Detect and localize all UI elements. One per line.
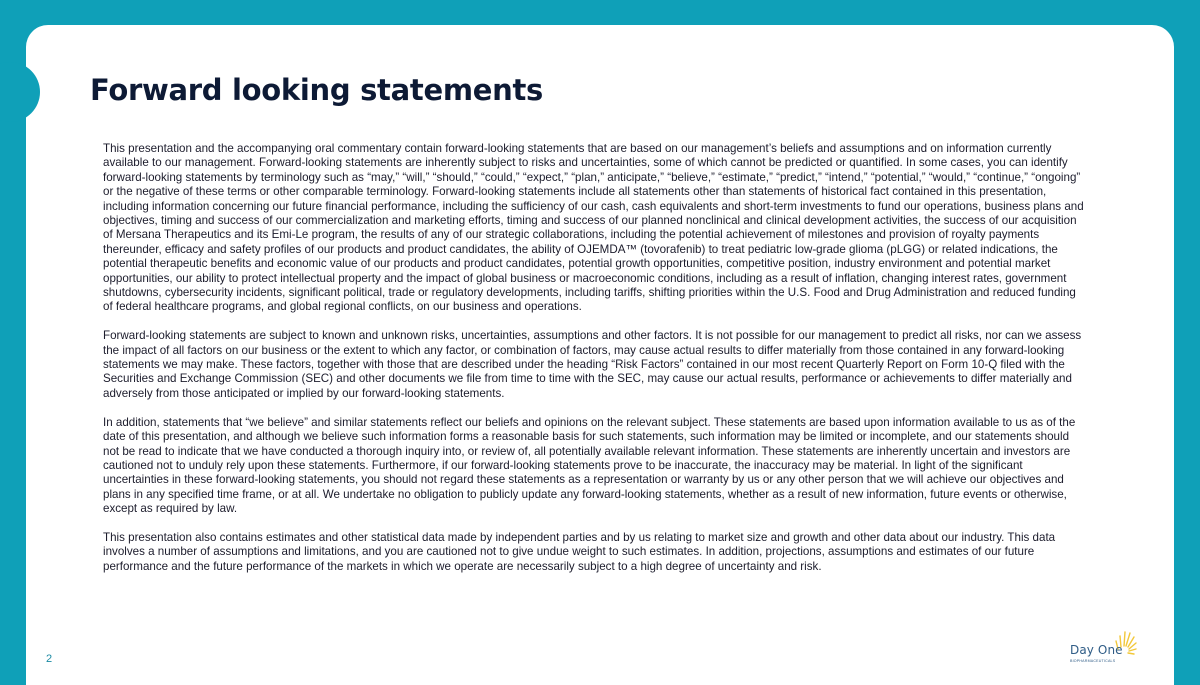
paragraph-forward-looking: This presentation and the accompanying oral commentary contain forward-looking statements that are based on our management’s beliefs and assumptions and on information currently available to our management. Forward-looking statements are inherently subject to risks and uncertainties, some of which cannot be predicted or quantified. In some cases, you can identify forward-looking statements by terminology such as “may,” “will,” “should,” “could,” “expect,” “plan,” anticipate,” “believe,” “estimate,” “predict,” “intend,” “potential,” “would,” “continue,” “ongoing” or the negative of these terms or other comparable terminology. Forward-looking statements include all statements other than statements of historical fact contained in this presentation, including information concerning our future financial performance, including the sufficiency of our cash, cash equivalents and short-term investments to fund our operations, business plans and objectives, timing and success of our commercialization and marketing efforts, timing and success of our planned nonclinical and clinical development activities, the success of our acquisition of Mersana Therapeutics and its Emi-Le program, the results of any of our strategic collaborations, including the potential achievement of milestones and provision of royalty payments thereunder, efficacy and safety profiles of our products and product candidates, the ability of OJEMDA™ (tovorafenib) to treat pediatric low-grade glioma (pLGG) or related indications, the potential therapeutic benefits and economic value of our products and product candidates, potential growth opportunities, competitive position, industry environment and potential market opportunities, our ability to protect intellectual property and the impact of global business or macroeconomic conditions, including as a result of inflation, changing interest rates, government shutdowns, cybersecurity incidents, significant political, trade or regulatory developments, including tariffs, shifting priorities within the U.S. Food and Drug Administration and reduced funding of federal healthcare programs, and global regional conflicts, on our business and operations. [103,142,1084,314]
paragraph-risks: Forward-looking statements are subject to known and unknown risks, uncertainties, assumptions and other factors. It is not possible for our management to predict all risks, nor can we assess the impact of all factors on our business or the extent to which any factor, or combination of factors, may cause actual results to differ materially from those contained in any forward-looking statements we may make. These factors, together with those that are described under the heading “Risk Factors” contained in our most recent Quarterly Report on Form 10-Q filed with the Securities and Exchange Commission (SEC) and other documents we file from time to time with the SEC, may cause our actual results, performance or achievements to differ materially and adversely from those anticipated or implied by our forward-looking statements. [103,329,1082,400]
logo-subtitle: BIOPHARMACEUTICALS [1070,659,1116,663]
decorative-tab-circle [0,62,40,122]
company-logo [1070,627,1140,667]
page-number: 2 [46,653,53,665]
logo-wordmark: Day One [1070,643,1123,657]
paragraph-statistical-data: This presentation also contains estimates and other statistical data made by independent parties and by us relating to market size and growth and other data about our industry. This data involves a number of assumptions and limitations, and you are cautioned not to give undue weight to such estimates. In addition, projections, assumptions and estimates of our future performance and the future performance of the markets in which we operate are necessarily subject to a high degree of uncertainty and risk. [103,530,1056,573]
paragraph-beliefs: In addition, statements that “we believe” and similar statements reflect our beliefs and opinions on the relevant subject. These statements are based upon information available to us as of the date of this presentation, and although we believe such information forms a reasonable basis for such statements, such information may be limited or incomplete, and our statements should not be read to indicate that we have conducted a thorough inquiry into, or review of, all potentially available relevant information. These statements are inherently uncertain and investors are cautioned not to unduly rely upon these statements. Furthermore, if our forward-looking statements prove to be inaccurate, the inaccuracy may be material. In light of the significant uncertainties in these forward-looking statements, you should not regard these statements as a representation or warranty by us or any other person that we will achieve our objectives and plans in any specified time frame, or at all. We undertake no obligation to publicly update any forward-looking statements, whether as a result of new information, future events or otherwise, except as required by law. [103,415,1076,516]
slide-panel [26,25,1174,685]
disclaimer-body [103,142,1088,589]
page-title: Forward looking statements [90,73,543,107]
